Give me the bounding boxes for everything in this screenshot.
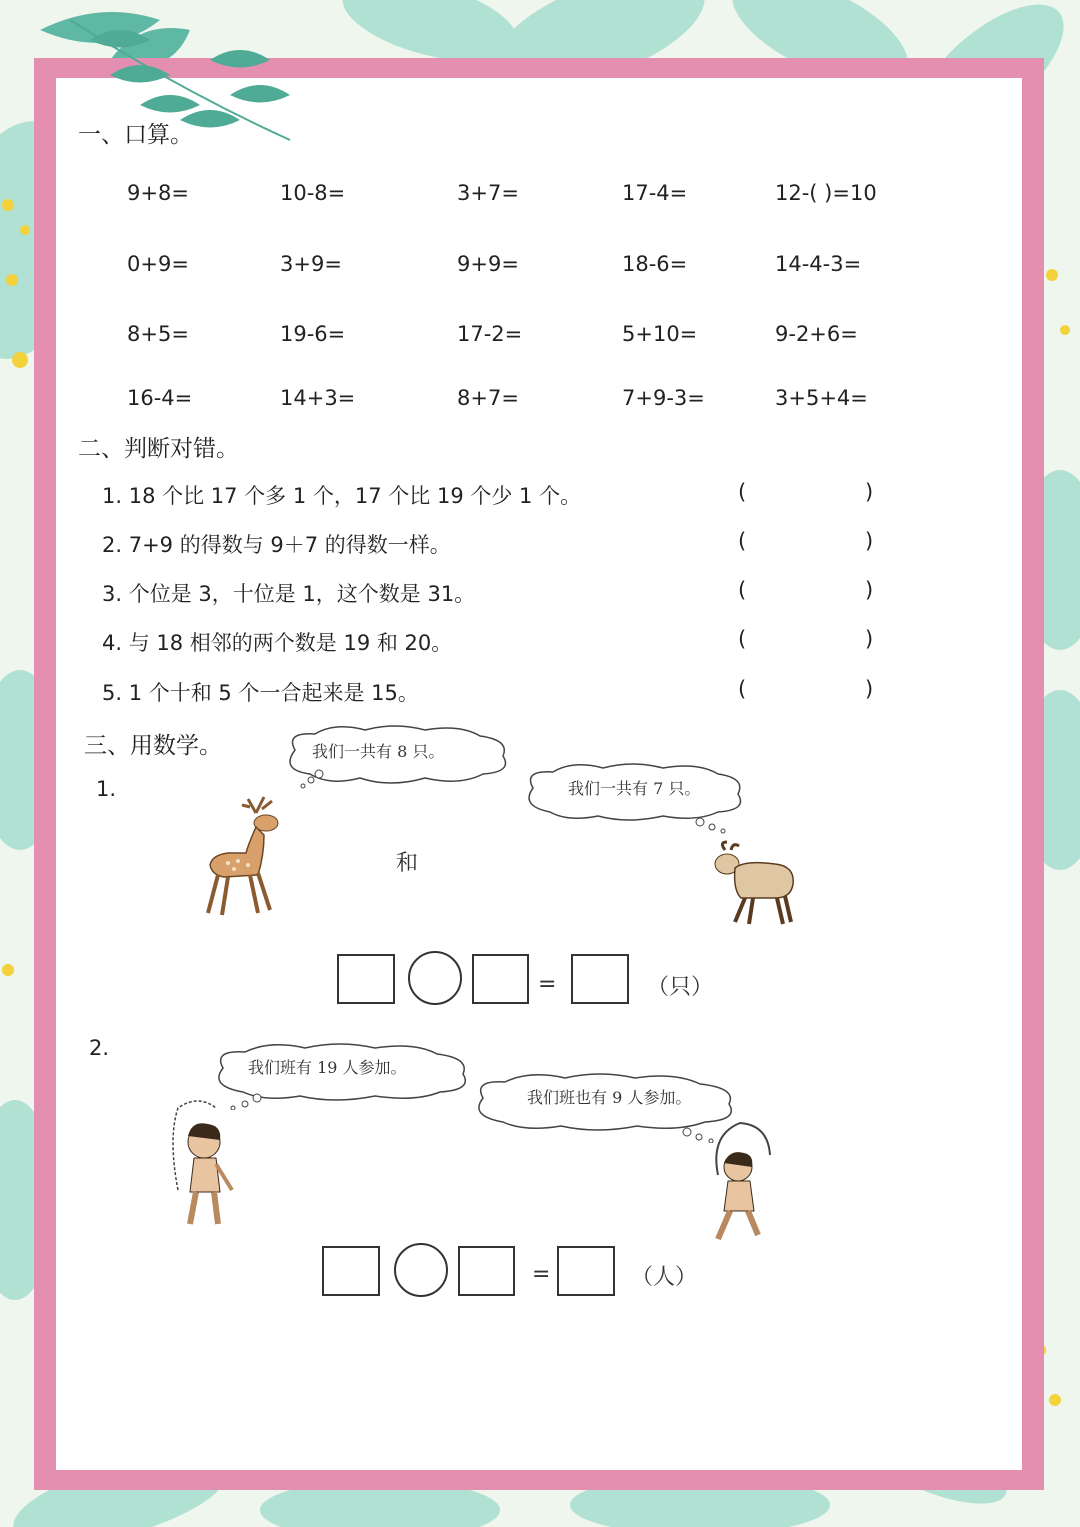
true-false-statement: 5. 1 个十和 5 个一合起来是 15。: [102, 681, 419, 705]
math-item: 3+5+4=: [775, 386, 868, 410]
answer-box[interactable]: [337, 954, 395, 1004]
math-item: 8+5=: [127, 322, 189, 346]
equals-sign: =: [532, 1262, 551, 1287]
problem-number: 2.: [89, 1036, 110, 1060]
boy-jump-rope-icon: [168, 1098, 248, 1230]
math-item: 8+7=: [457, 386, 519, 410]
answer-paren-close: ): [865, 677, 874, 701]
math-item: 16-4=: [127, 386, 193, 410]
math-item: 10-8=: [280, 181, 346, 205]
section1-title: 一、口算。: [78, 122, 193, 148]
operator-circle[interactable]: [408, 951, 462, 1005]
girl-jump-rope-icon: [700, 1115, 785, 1245]
math-item: 14-4-3=: [775, 252, 862, 276]
answer-paren-open: (: [738, 677, 747, 701]
speech-bubble-text: 我们班有 19 人参加。: [248, 1058, 407, 1077]
deer-icon: [198, 795, 293, 920]
speech-bubble-text: 我们一共有 8 只。: [312, 742, 445, 761]
section3-title: 三、用数学。: [84, 733, 222, 759]
answer-paren-close: ): [865, 480, 874, 504]
answer-paren-close: ): [865, 627, 874, 651]
true-false-statement: 3. 个位是 3，十位是 1，这个数是 31。: [102, 582, 476, 606]
answer-box[interactable]: [472, 954, 529, 1004]
answer-paren-close: ): [865, 529, 874, 553]
answer-paren-open: (: [738, 627, 747, 651]
answer-paren-open: (: [738, 529, 747, 553]
math-item: 9+8=: [127, 181, 189, 205]
operator-circle[interactable]: [394, 1243, 448, 1297]
result-box[interactable]: [557, 1246, 615, 1296]
math-item: 0+9=: [127, 252, 189, 276]
math-item: 3+7=: [457, 181, 519, 205]
math-item: 12-( )=10: [775, 181, 877, 205]
true-false-statement: 2. 7+9 的得数与 9＋7 的得数一样。: [102, 533, 451, 557]
answer-paren-open: (: [738, 480, 747, 504]
answer-paren-close: ): [865, 578, 874, 602]
speech-bubble-text: 我们一共有 7 只。: [568, 779, 701, 798]
math-item: 18-6=: [622, 252, 688, 276]
unit-label: （人）: [631, 1265, 698, 1290]
math-item: 9-2+6=: [775, 322, 858, 346]
equals-sign: =: [538, 972, 557, 997]
math-item: 14+3=: [280, 386, 356, 410]
answer-box[interactable]: [322, 1246, 380, 1296]
result-box[interactable]: [571, 954, 629, 1004]
math-item: 17-2=: [457, 322, 523, 346]
true-false-statement: 4. 与 18 相邻的两个数是 19 和 20。: [102, 631, 453, 655]
unit-label: （只）: [647, 975, 714, 1000]
math-item: 5+10=: [622, 322, 698, 346]
goat-icon: [705, 840, 800, 930]
math-item: 17-4=: [622, 181, 688, 205]
math-item: 3+9=: [280, 252, 342, 276]
true-false-statement: 1. 18 个比 17 个多 1 个，17 个比 19 个少 1 个。: [102, 484, 582, 508]
answer-paren-open: (: [738, 578, 747, 602]
connector-text: 和: [396, 851, 419, 876]
problem-number: 1.: [96, 777, 117, 801]
math-item: 9+9=: [457, 252, 519, 276]
answer-box[interactable]: [458, 1246, 515, 1296]
speech-bubble-text: 我们班也有 9 人参加。: [527, 1088, 692, 1107]
section2-title: 二、判断对错。: [78, 436, 239, 462]
math-item: 19-6=: [280, 322, 346, 346]
math-item: 7+9-3=: [622, 386, 705, 410]
